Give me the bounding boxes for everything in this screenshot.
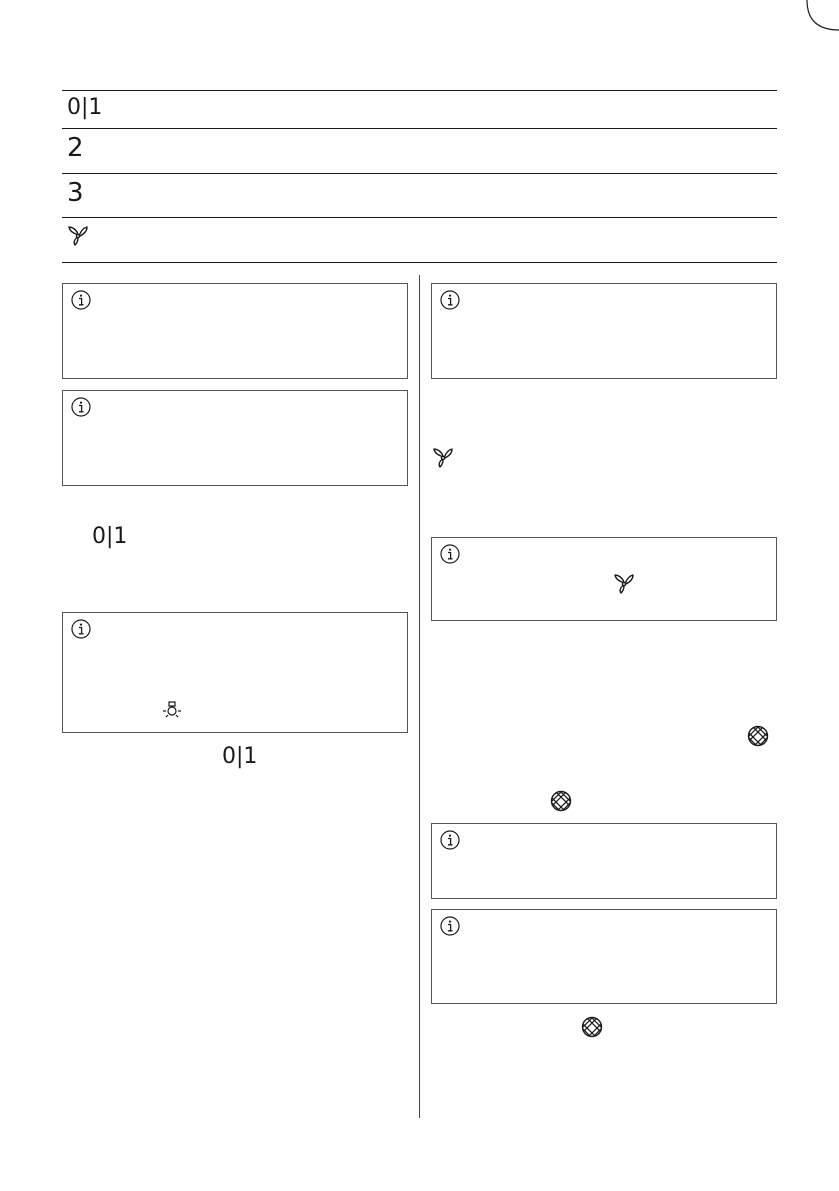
grease-filter-icon bbox=[581, 1016, 603, 1038]
light-bulb-icon bbox=[161, 701, 183, 725]
info-note-box bbox=[431, 537, 777, 621]
table-rule bbox=[62, 128, 777, 129]
info-note-box bbox=[431, 909, 777, 1004]
info-icon bbox=[440, 916, 460, 936]
fan-icon bbox=[432, 446, 454, 468]
page-corner-mark bbox=[779, 0, 839, 60]
fan-icon bbox=[67, 224, 89, 246]
table-rule-bottom bbox=[62, 262, 777, 263]
bottom-power-symbol: 0|1 bbox=[222, 744, 258, 769]
step-power-symbol: 0|1 bbox=[92, 524, 128, 549]
info-note-box bbox=[431, 283, 777, 379]
grease-filter-icon bbox=[550, 790, 572, 812]
table-symbol-power: 0|1 bbox=[67, 95, 103, 120]
table-rule-top bbox=[62, 90, 777, 91]
info-note-box bbox=[62, 390, 408, 486]
table-symbol-speed-3: 3 bbox=[67, 178, 84, 208]
info-icon bbox=[440, 544, 460, 564]
info-icon bbox=[71, 397, 91, 417]
fan-icon bbox=[613, 572, 635, 594]
table-rule bbox=[62, 217, 777, 218]
info-note-box bbox=[62, 283, 408, 379]
table-symbol-speed-2: 2 bbox=[67, 133, 84, 163]
info-note-box bbox=[431, 823, 777, 899]
info-icon bbox=[440, 290, 460, 310]
table-rule bbox=[62, 173, 777, 174]
info-icon bbox=[440, 830, 460, 850]
info-note-box bbox=[62, 612, 408, 733]
info-icon bbox=[71, 290, 91, 310]
grease-filter-icon bbox=[747, 725, 769, 747]
column-divider bbox=[419, 275, 420, 1118]
info-icon bbox=[71, 619, 91, 639]
